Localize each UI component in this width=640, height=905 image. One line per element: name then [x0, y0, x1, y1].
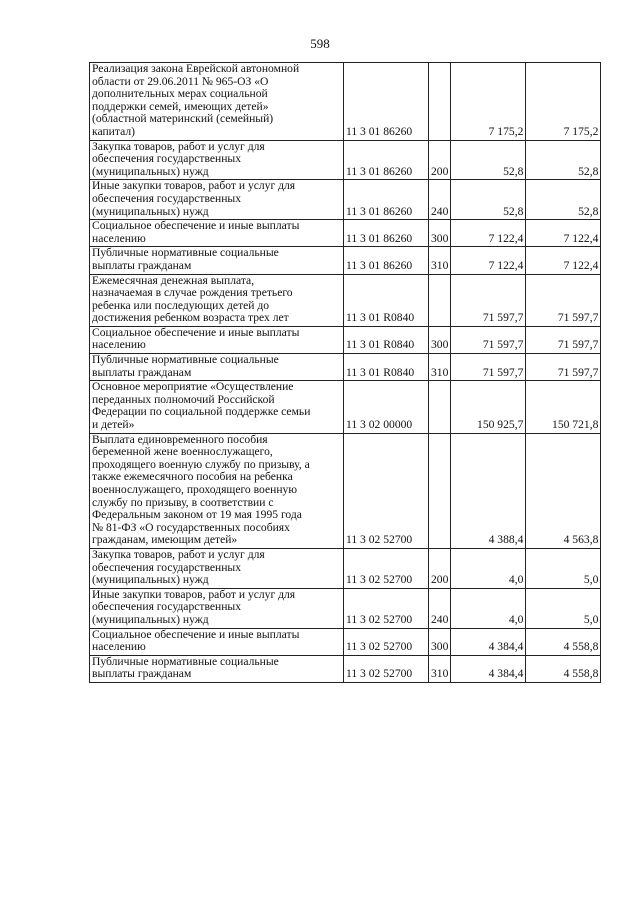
- row-amount-2: 52,8: [526, 180, 601, 220]
- row-name: Социальное обеспечение и иные выплаты населению: [90, 628, 344, 655]
- row-expense-type: 200: [429, 140, 451, 180]
- row-target-code: 11 3 01 86260: [344, 140, 429, 180]
- row-expense-type: 240: [429, 180, 451, 220]
- row-amount-1: 52,8: [451, 140, 526, 180]
- row-expense-type: 300: [429, 220, 451, 247]
- page-number: 598: [310, 36, 330, 51]
- row-amount-1: 4,0: [451, 588, 526, 628]
- row-amount-2: 7 122,4: [526, 247, 601, 274]
- row-target-code: 11 3 01 86260: [344, 220, 429, 247]
- row-expense-type: 300: [429, 326, 451, 353]
- row-name: Публичные нормативные социальные выплаты гражданам: [90, 247, 344, 274]
- row-amount-2: 4 558,8: [526, 628, 601, 655]
- table-row: [90, 354, 601, 381]
- row-expense-type: [429, 381, 451, 433]
- row-name: Социальное обеспечение и иные выплаты населению: [90, 326, 344, 353]
- row-amount-2: 71 597,7: [526, 274, 601, 326]
- row-target-code: 11 3 02 52700: [344, 548, 429, 588]
- table-row: [90, 247, 601, 274]
- row-expense-type: 240: [429, 588, 451, 628]
- table-row: [90, 548, 601, 588]
- row-expense-type: [429, 274, 451, 326]
- row-name: Реализация закона Еврейской автономной области от 29.06.2011 № 965-ОЗ «О дополнительных мерах социальной поддержки семей, имеющих детей» (областной материнский (семейный) капитал): [90, 63, 344, 141]
- row-name: Закупка товаров, работ и услуг для обеспечения государственных (муниципальных) нужд: [90, 548, 344, 588]
- row-target-code: 11 3 01 R0840: [344, 326, 429, 353]
- row-target-code: 11 3 02 52700: [344, 655, 429, 682]
- row-amount-1: 4,0: [451, 548, 526, 588]
- row-expense-type: 300: [429, 628, 451, 655]
- row-target-code: 11 3 02 52700: [344, 433, 429, 548]
- table-row: [90, 588, 601, 628]
- row-amount-1: 52,8: [451, 180, 526, 220]
- table-row: [90, 433, 601, 548]
- row-amount-1: 7 175,2: [451, 63, 526, 141]
- row-expense-type: 200: [429, 548, 451, 588]
- row-name: Основное мероприятие «Осуществление переданных полномочий Российской Федерации по социальной поддержке семьи и детей»: [90, 381, 344, 433]
- row-amount-1: 71 597,7: [451, 354, 526, 381]
- table-row: [90, 381, 601, 433]
- row-target-code: 11 3 01 R0840: [344, 274, 429, 326]
- table-row: [90, 180, 601, 220]
- row-amount-2: 4 558,8: [526, 655, 601, 682]
- row-expense-type: [429, 63, 451, 141]
- row-amount-2: 71 597,7: [526, 326, 601, 353]
- row-target-code: 11 3 01 86260: [344, 247, 429, 274]
- row-amount-2: 150 721,8: [526, 381, 601, 433]
- table-row: [90, 63, 601, 141]
- row-expense-type: [429, 433, 451, 548]
- row-amount-1: 71 597,7: [451, 274, 526, 326]
- row-expense-type: 310: [429, 354, 451, 381]
- row-amount-2: 7 175,2: [526, 63, 601, 141]
- row-amount-1: 7 122,4: [451, 220, 526, 247]
- row-amount-1: 4 384,4: [451, 628, 526, 655]
- row-amount-2: 5,0: [526, 548, 601, 588]
- row-expense-type: 310: [429, 655, 451, 682]
- table-row: [90, 655, 601, 682]
- row-amount-2: 5,0: [526, 588, 601, 628]
- row-target-code: 11 3 02 52700: [344, 588, 429, 628]
- row-amount-2: 71 597,7: [526, 354, 601, 381]
- row-amount-1: 4 384,4: [451, 655, 526, 682]
- row-amount-2: 52,8: [526, 140, 601, 180]
- table-row: [90, 140, 601, 180]
- table-row: [90, 220, 601, 247]
- row-amount-1: 7 122,4: [451, 247, 526, 274]
- row-amount-1: 150 925,7: [451, 381, 526, 433]
- row-target-code: 11 3 02 52700: [344, 628, 429, 655]
- row-amount-1: 71 597,7: [451, 326, 526, 353]
- row-name: Иные закупки товаров, работ и услуг для обеспечения государственных (муниципальных) нужд: [90, 180, 344, 220]
- row-name: Закупка товаров, работ и услуг для обеспечения государственных (муниципальных) нужд: [90, 140, 344, 180]
- row-name: Ежемесячная денежная выплата, назначаемая в случае рождения третьего ребенка или последующих детей до достижения ребенком возраста трех лет: [90, 274, 344, 326]
- row-name: Публичные нормативные социальные выплаты гражданам: [90, 354, 344, 381]
- row-name: Выплата единовременного пособия беременной жене военнослужащего, проходящего военную службу по призыву, а также ежемесячного пособия на ребенка военнослужащего, проходящего военную службу по призыву, в соответствии с Федеральным законом от 19 мая 1995 года № 81-ФЗ «О государственных пособиях гражданам, имеющим детей»: [90, 433, 344, 548]
- row-name: Публичные нормативные социальные выплаты гражданам: [90, 655, 344, 682]
- table-row: [90, 628, 601, 655]
- row-name: Социальное обеспечение и иные выплаты населению: [90, 220, 344, 247]
- row-target-code: 11 3 01 R0840: [344, 354, 429, 381]
- table-row: [90, 274, 601, 326]
- row-expense-type: 310: [429, 247, 451, 274]
- row-target-code: 11 3 02 00000: [344, 381, 429, 433]
- row-amount-2: 7 122,4: [526, 220, 601, 247]
- row-target-code: 11 3 01 86260: [344, 180, 429, 220]
- row-amount-2: 4 563,8: [526, 433, 601, 548]
- row-amount-1: 4 388,4: [451, 433, 526, 548]
- budget-table-body: [90, 63, 601, 683]
- budget-table: [89, 62, 601, 683]
- row-name: Иные закупки товаров, работ и услуг для обеспечения государственных (муниципальных) нужд: [90, 588, 344, 628]
- table-row: [90, 326, 601, 353]
- row-target-code: 11 3 01 86260: [344, 63, 429, 141]
